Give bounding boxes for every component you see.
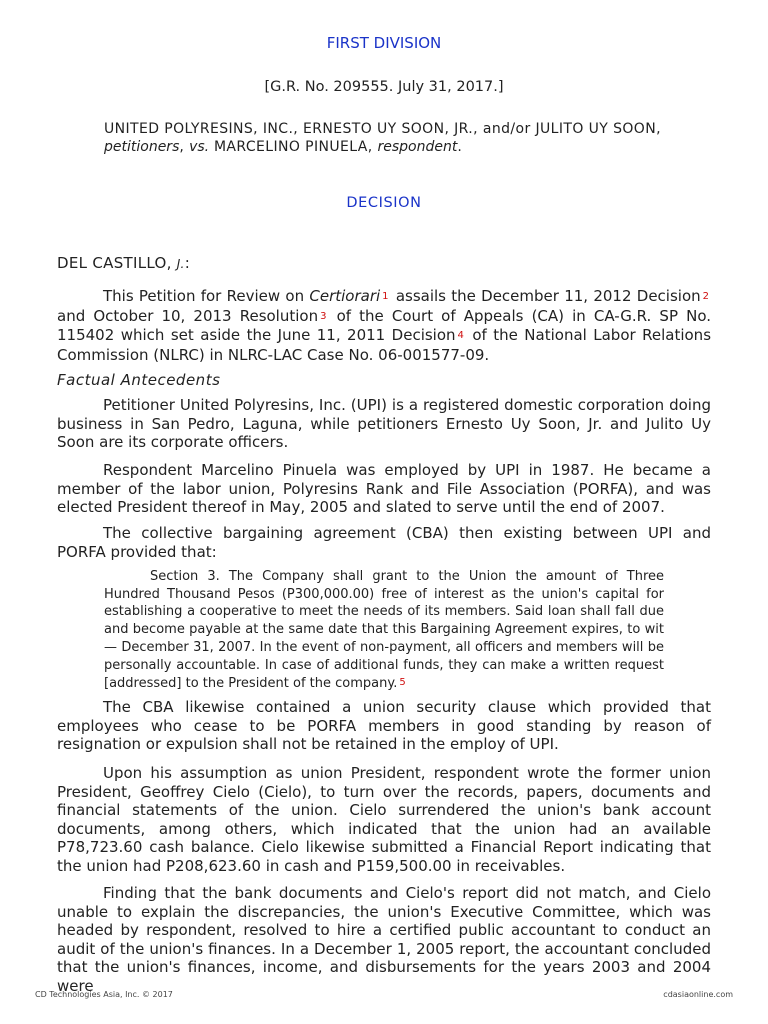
paragraph-text: The collective bargaining agreement (CBA) then existing between UPI and PORFA provided that: (57, 524, 711, 561)
paragraph-7 (57, 884, 711, 996)
section-heading: Factual Antecedents (57, 371, 221, 389)
petitioners-label: petitioners (104, 139, 180, 155)
paragraph-text: Upon his assumption as union President, respondent wrote the former union President, Geoffrey Cielo (Cielo), to turn over the records, papers, documents and financial statements of the union. Cielo surrendered the union's bank account documents, among others, which indicated that the union had an available P78,723.60 cash balance. Cielo likewise submitted a Financial Report indicating that the union had P208,623.60 in cash and P159,500.00 in receivables. (57, 764, 711, 875)
paragraph-text: and October 10, 2013 Resolution (57, 306, 319, 325)
paragraph-text: assails the December 11, 2012 Decision (390, 287, 701, 305)
block-quote (104, 568, 664, 693)
paragraph-4 (57, 524, 711, 561)
certiorari-term: Certiorari (309, 287, 381, 305)
footnote-link-5[interactable]: 5 (399, 677, 406, 689)
footnote-link-1[interactable]: 1 (382, 291, 389, 302)
paragraph-text: The CBA likewise contained a union security clause which provided that employees who cease to be PORFA members in good standing by reason of resignation or expulsion shall not be retained in the employ of UPI. (57, 698, 711, 754)
case-parties: UNITED POLYRESINS, INC., ERNESTO UY SOON, JR., and/or JULITO UY SOON, petitioners, vs. MARCELINO PINUELA, respondent. (104, 121, 661, 155)
paragraph-text: Respondent Marcelino Pinuela was employed by UPI in 1987. He became a member of the labor union, Polyresins Rank and File Association (PORFA), and was elected President thereof in May, 2005 and slated to serve until the end of 2007. (57, 461, 711, 517)
document-type-heading: DECISION (346, 195, 422, 211)
paragraph-text: This Petition for Review on (103, 287, 310, 305)
quote-text: Section 3. The Company shall grant to the Union the amount of Three Hundred Thousand Pesos (P300,000.00) free of interest as the union's capital for establishing a cooperative to meet the needs of its members. Said loan shall fall due and become payable at the same date that this Bargaining Agreement expires, to wit — December 31, 2007. In the event of non-payment, all officers and members will be personally accountable. In case of additional funds, they can make a written request [addressed] to the President of the company. (104, 569, 664, 692)
respondent-label: respondent (377, 139, 458, 155)
paragraph-text: Petitioner United Polyresins, Inc. (UPI) is a registered domestic corporation doing business in San Pedro, Laguna, while petitioners Ernesto Uy Soon, Jr. and Julito Uy Soon are its corporate officers. (57, 396, 711, 452)
ponente-name: DEL CASTILLO, (57, 254, 177, 272)
footnote-link-4[interactable]: 4 (457, 330, 464, 342)
paragraph-6 (57, 764, 711, 876)
division-heading: FIRST DIVISION (326, 34, 442, 52)
paragraph-3 (57, 461, 711, 517)
petitioners-names: UNITED POLYRESINS, INC., ERNESTO UY SOON, JR., and/or JULITO UY SOON (104, 121, 657, 137)
case-number: [G.R. No. 209555. July 31, 2017.] (264, 79, 504, 95)
paragraph-2 (57, 396, 711, 452)
footer-copyright: CD Technologies Asia, Inc. © 2017 (35, 990, 173, 999)
ponente: DEL CASTILLO, J.: (57, 254, 191, 272)
footer-website: cdasiaonline.com (663, 990, 733, 999)
respondent-name: MARCELINO PINUELA (213, 139, 368, 155)
paragraph-1 (57, 287, 711, 364)
paragraph-text: of the Court of Appeals (CA) in CA-G.R. SP No. 115402 which set aside the June 11, 2011 Decision (57, 306, 711, 345)
versus-label: vs. (189, 139, 210, 155)
paragraph-5 (57, 698, 711, 754)
footnote-link-3[interactable]: 3 (320, 310, 327, 322)
footnote-link-2[interactable]: 2 (702, 291, 710, 302)
paragraph-text: Finding that the bank documents and Cielo's report did not match, and Cielo unable to explain the discrepancies, the union's Executive Committee, which was headed by respondent, resolved to hire a certified public accountant to conduct an audit of the union's finances. In a December 1, 2005 report, the accountant concluded that the union's finances, income, and disbursements for the years 2003 and 2004 were (57, 884, 711, 995)
ponente-suffix: J. (176, 257, 185, 271)
paragraph-text: of the National Labor Relations Commission (NLRC) in NLRC-LAC Case No. 06-001577-09. (57, 326, 712, 364)
